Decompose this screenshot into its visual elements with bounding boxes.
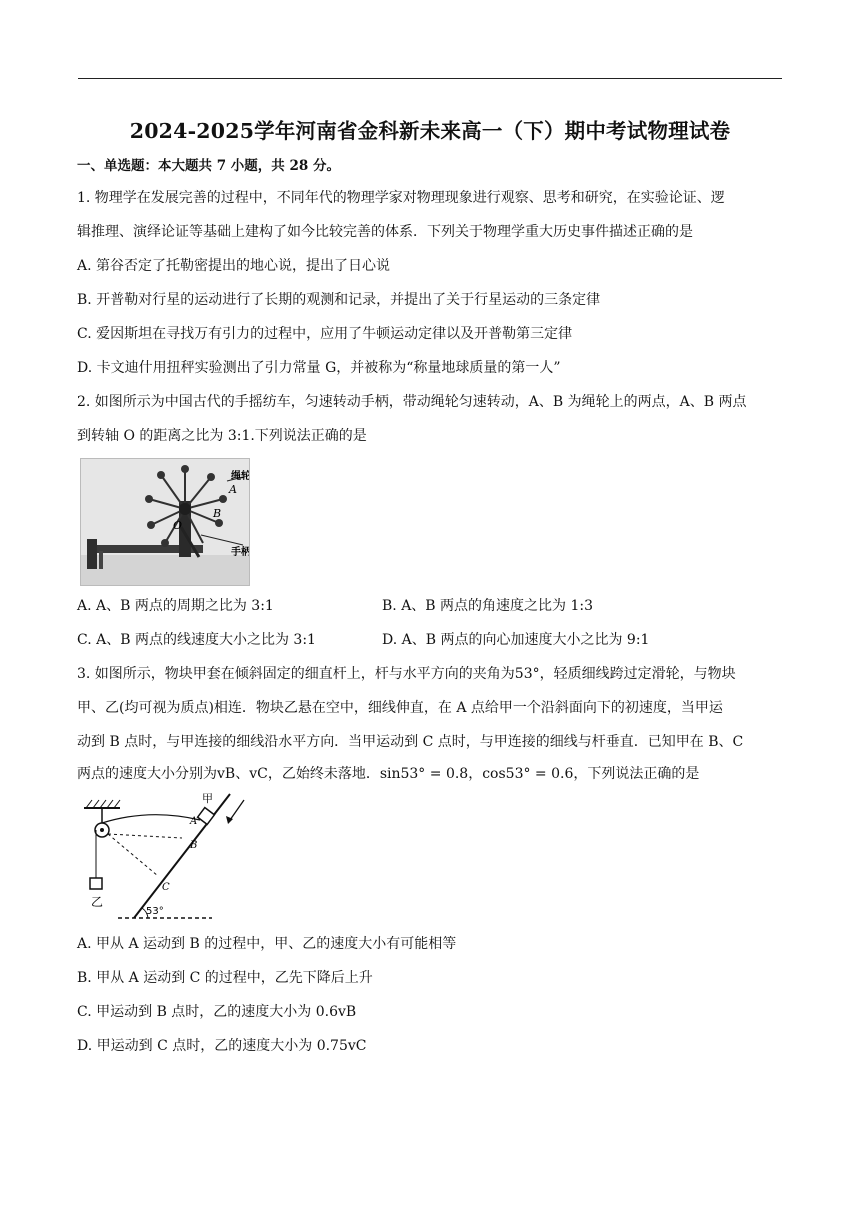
q2-option-a: A. A、B 两点的周期之比为 3:1 xyxy=(77,598,274,614)
q2-stem-line2: 到转轴 O 的距离之比为 3:1.下列说法正确的是 xyxy=(77,428,367,444)
spinning-wheel-figure xyxy=(80,458,250,586)
label-c: C xyxy=(162,882,170,893)
label-a: A xyxy=(229,483,237,496)
label-yi: 乙 xyxy=(91,895,104,909)
label-b: B xyxy=(190,840,198,851)
q3-option-d: D. 甲运动到 C 点时，乙的速度大小为 0.75vC xyxy=(77,1038,367,1054)
q3-stem-line3: 动到 B 点时，与甲连接的细线沿水平方向．当甲运动到 C 点时，与甲连接的细线与杆垂直．已知甲在 B、C xyxy=(77,734,744,750)
label-angle: 53° xyxy=(146,906,164,917)
q3-option-a: A. 甲从 A 运动到 B 的过程中，甲、乙的速度大小有可能相等 xyxy=(77,936,457,952)
q2-stem-line1: 2. 如图所示为中国古代的手摇纺车，匀速转动手柄，带动绳轮匀速转动，A、B 为绳轮上的两点，A、B 两点 xyxy=(77,394,747,410)
q1-option-c: C. 爱因斯坦在寻找万有引力的过程中，应用了牛顿运动定律以及开普勒第三定律 xyxy=(77,326,573,342)
q3-option-b: B. 甲从 A 运动到 C 的过程中，乙先下降后上升 xyxy=(77,970,373,986)
label-jia: 甲 xyxy=(202,792,213,805)
q1-option-a: A. 第谷否定了托勒密提出的地心说，提出了日心说 xyxy=(77,258,391,274)
section-heading: 一、单选题：本大题共 7 小题，共 28 分。 xyxy=(77,158,340,174)
q2-option-b: B. A、B 两点的角速度之比为 1:3 xyxy=(382,598,594,614)
q3-stem-line4: 两点的速度大小分别为vB、vC，乙始终未落地．sin53° = 0.8，cos53° = 0.6，下列说法正确的是 xyxy=(77,766,700,782)
spinning-wheel-drawing xyxy=(81,459,249,585)
q2-option-d: D. A、B 两点的向心加速度大小之比为 9:1 xyxy=(382,632,650,648)
label-o: O xyxy=(173,519,183,532)
q3-option-c: C. 甲运动到 B 点时，乙的速度大小为 0.6vB xyxy=(77,1004,357,1020)
q1-stem-line2: 辑推理、演绎论证等基础上建构了如今比较完善的体系．下列关于物理学重大历史事件描述正确的是 xyxy=(77,224,693,240)
q3-stem-line2: 甲、乙(均可视为质点)相连．物块乙悬在空中，细线伸直，在 A 点给甲一个沿斜面向下的初速度，当甲运 xyxy=(77,700,723,716)
incline-pulley-figure xyxy=(80,790,250,920)
q1-option-d: D. 卡文迪什用扭秤实验测出了引力常量 G，并被称为“称量地球质量的第一人” xyxy=(77,360,561,376)
incline-pulley-drawing xyxy=(80,790,250,920)
label-wheel: 绳轮 xyxy=(231,471,249,482)
q3-stem-line1: 3. 如图所示，物块甲套在倾斜固定的细直杆上，杆与水平方向的夹角为53°，轻质细线跨过定滑轮，与物块 xyxy=(77,666,736,682)
label-a: A xyxy=(190,816,198,827)
label-handle: 手柄 xyxy=(231,547,249,558)
q1-option-b: B. 开普勒对行星的运动进行了长期的观测和记录，并提出了关于行星运动的三条定律 xyxy=(77,292,601,308)
q2-option-c: C. A、B 两点的线速度大小之比为 3:1 xyxy=(77,632,316,648)
header-rule xyxy=(78,78,782,79)
exam-title: 2024-2025学年河南省金科新未来高一（下）期中考试物理试卷 xyxy=(129,119,731,143)
label-b: B xyxy=(213,507,222,520)
q1-stem-line1: 1. 物理学在发展完善的过程中，不同年代的物理学家对物理现象进行观察、思考和研究，在实验论证、逻 xyxy=(77,190,725,206)
